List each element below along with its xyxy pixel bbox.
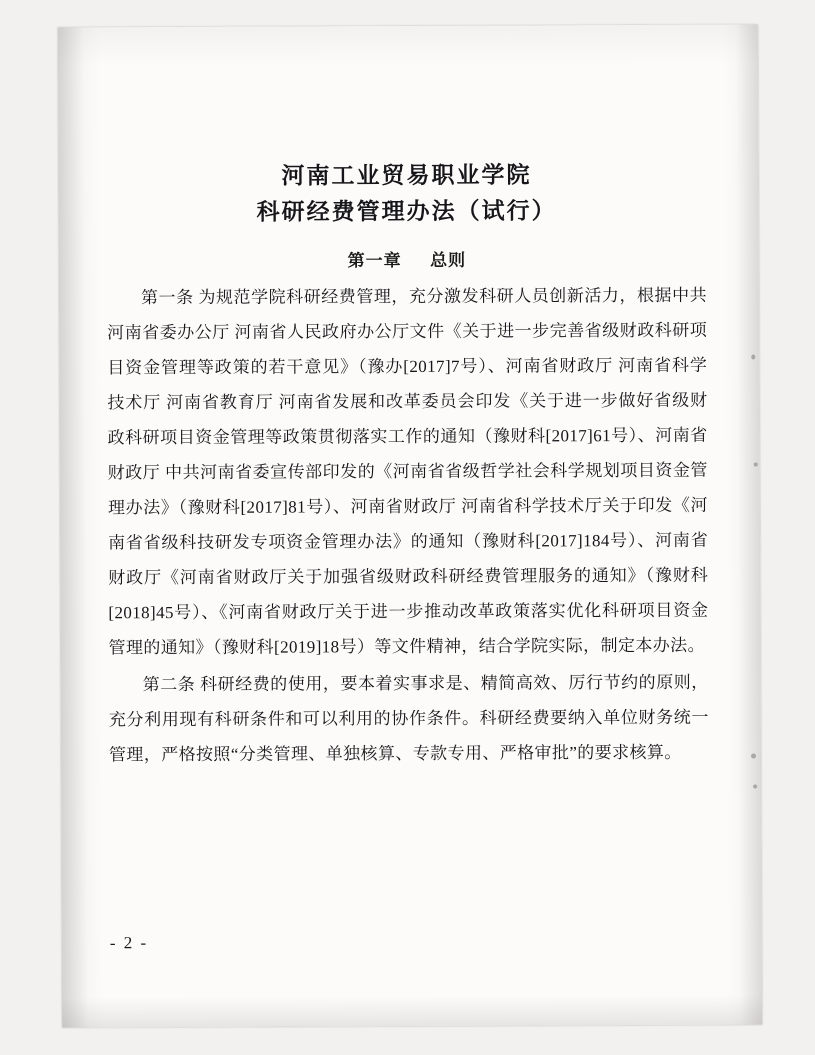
title-line-2: 科研经费管理办法（试行） (256, 198, 557, 225)
chapter-heading (107, 245, 707, 273)
scan-speck (751, 354, 755, 359)
scan-shadow-left (58, 27, 88, 1027)
scan-speck (754, 462, 758, 466)
article-one-paragraph: 第一条 为规范学院科研经费管理，充分激发科研人员创新活力，根据中共河南省委办公厅 河南省人民政府办公厅文件《关于进一步完善省级财政科研项目资金管理等政策的若干意见》（豫办[2017]7号）、河南省财政厅 河南省科学技术厅 河南省教育厅 河南省发展和改革委员会印发《关于进一步做好省级财政科研项目资金管理等政策贯彻落实工作的通知（豫财科[2017]61号）、河南省财政厅 中共河南省委宣传部印发的《河南省省级哲学社会科学规划项目资金管理办法》（豫财科[2017]81号）、河南省财政厅 河南省科学技术厅关于印发《河南省省级科技研发专项资金管理办法》的通知（豫财科[2017]184号）、河南省财政厅《河南省财政厅关于加强省级财政科研经费管理服务的通知》（豫财科[2018]45号）、《河南省财政厅关于进一步推动改革政策落实优化科研项目资金管理的通知》（豫财科[2019]18号）等文件精神，结合学院实际，制定本办法。 (107, 285, 709, 658)
scan-speck (753, 784, 757, 788)
page-number: - 2 - (109, 933, 149, 953)
document-title (106, 157, 706, 232)
sheet-surface (58, 24, 762, 1027)
scan-speck (751, 753, 756, 758)
article-two-paragraph: 第二条 科研经费的使用，要本着实事求是、精简高效、厉行节约的原则，充分利用现有科研条件和可以利用的协作条件。科研经费要纳入单位财务统一管理，严格按照“分类管理、单独核算、专款专用、严格审批”的要求核算。 (108, 672, 709, 765)
scan-shadow-right (736, 24, 762, 1024)
scanned-sheet (58, 24, 762, 1027)
chapter-name: 总则 (430, 250, 467, 270)
title-line-1: 河南工业贸易职业学院 (281, 162, 532, 189)
document-content (106, 25, 710, 1028)
chapter-number: 第一章 (347, 251, 402, 271)
